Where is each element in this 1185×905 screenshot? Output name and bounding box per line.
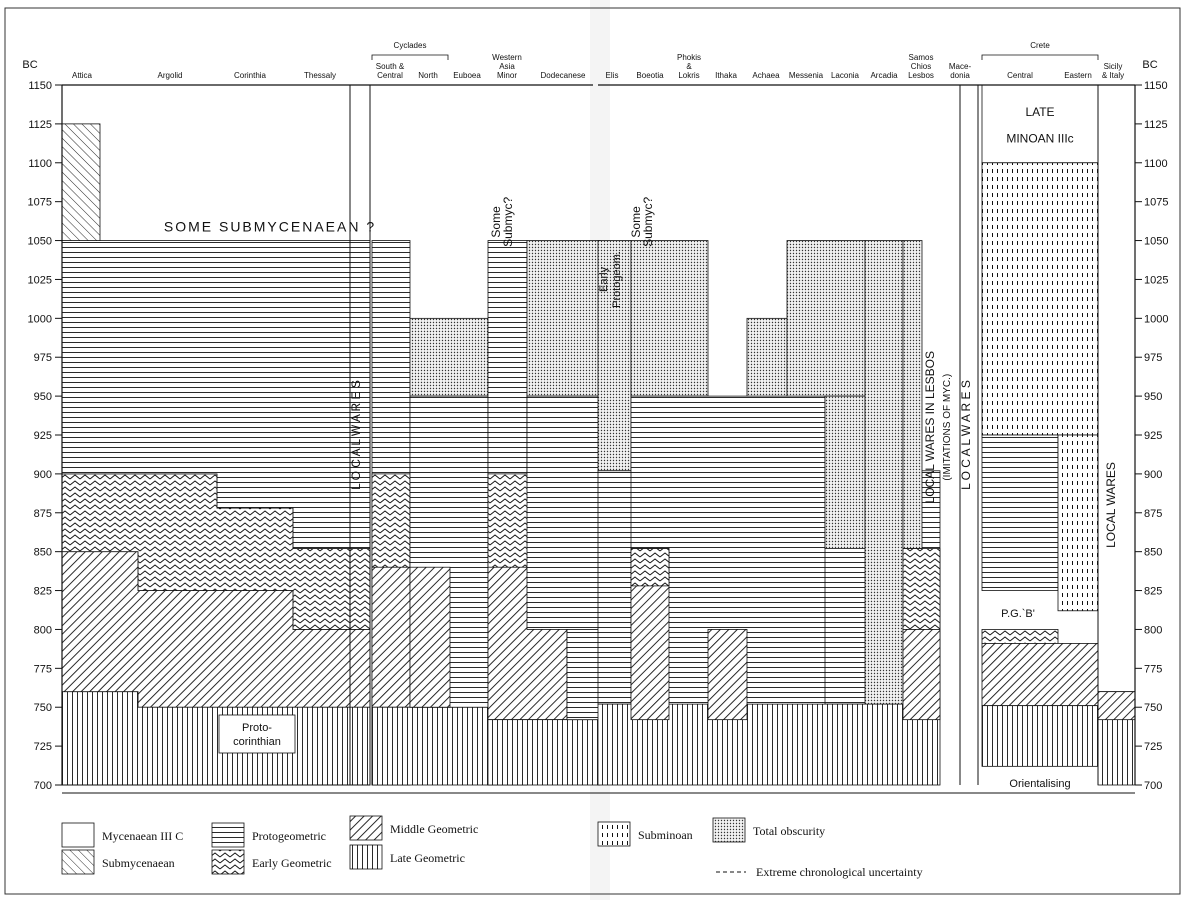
crete-middle-geometric — [982, 643, 1098, 705]
column-header-phokis-lokris-0: Phokis — [676, 53, 702, 62]
left-tick-label-800: 800 — [33, 624, 52, 637]
right-tick-label-775: 775 — [1144, 663, 1163, 676]
column-header-sicily-italy-1: & Italy — [1101, 71, 1125, 80]
left-tick-label-750: 750 — [33, 702, 52, 715]
left-tick-label-1000: 1000 — [27, 313, 52, 326]
column-header-western-asia-minor-1: Asia — [499, 62, 515, 71]
column-header-cyc-south-central-0: South & — [375, 62, 405, 71]
some-submycenaean-label: SOME SUBMYCENAEAN ? — [163, 218, 377, 235]
column-header-cyc-north: North — [418, 71, 438, 80]
legend-early-geometric-label: Early Geometric — [252, 856, 332, 870]
wam-late-geometric — [488, 720, 600, 785]
north-middle-geometric — [410, 567, 450, 707]
column-header-achaea: Achaea — [752, 71, 780, 80]
some-submyc-1-b: Submyc? — [641, 196, 655, 247]
column-header-ithaka: Ithaka — [715, 71, 737, 80]
early-protogeom-a: Early — [598, 266, 610, 292]
right-tick-label-850: 850 — [1144, 546, 1163, 559]
column-header-crete-eastern: Eastern — [1064, 71, 1092, 80]
crete-central-protogeometric — [982, 435, 1058, 591]
sicily-local-wares: LOCAL WARES — [1104, 462, 1118, 548]
column-header-argolid: Argolid — [157, 71, 183, 80]
left-tick-label-1125: 1125 — [28, 118, 52, 131]
left-tick-label-1150: 1150 — [28, 80, 52, 92]
column-header-corinthia: Corinthia — [233, 71, 267, 80]
achaea-obscurity — [747, 318, 787, 396]
right-tick-label-1025: 1025 — [1144, 274, 1169, 287]
left-tick-label-950: 950 — [33, 391, 52, 404]
left-tick-label-850: 850 — [33, 546, 52, 559]
legend-middle-geometric-swatch — [350, 816, 382, 840]
dodecanese-protogeometric — [527, 396, 600, 629]
messenia-obscurity — [787, 241, 865, 397]
left-tick-label-1100: 1100 — [28, 157, 52, 170]
group-header-cyclades: Cyclades — [393, 41, 427, 50]
samos-obscurity — [903, 241, 922, 549]
right-tick-label-1150: 1150 — [1144, 80, 1168, 92]
column-header-cyc-south-central-1: Central — [377, 71, 403, 80]
column-header-elis: Elis — [605, 71, 619, 80]
crete-late-minoan-box — [982, 85, 1098, 163]
column-header-arcadia: Arcadia — [870, 71, 898, 80]
column-header-thessaly: Thessaly — [303, 71, 337, 80]
right-tick-label-900: 900 — [1144, 468, 1163, 481]
late-minoan-b: MINOAN IIIc — [1006, 131, 1074, 146]
left-tick-label-900: 900 — [33, 468, 52, 481]
left-tick-label-1075: 1075 — [27, 196, 52, 209]
some-submyc-0-a: Some — [489, 206, 503, 238]
legend-early-geometric-swatch — [212, 850, 244, 874]
left-tick-label-775: 775 — [33, 663, 52, 676]
right-tick-label-1125: 1125 — [1144, 118, 1168, 131]
crete-subminoan — [982, 163, 1098, 435]
samos-early-geometric — [903, 549, 940, 630]
lesbos-label: LOCAL WARES IN LESBOS — [923, 350, 937, 504]
right-tick-label-1050: 1050 — [1144, 235, 1169, 248]
right-tick-label-800: 800 — [1144, 624, 1163, 637]
legend-mycenaean-label: Mycenaean III C — [102, 829, 184, 843]
cyclades-bracket — [372, 55, 448, 60]
legend-total-obscurity-label: Total obscurity — [753, 824, 826, 838]
north-euboea-obscurity — [410, 318, 488, 396]
laconia-obscurity — [825, 396, 865, 548]
crete-early-geometric — [982, 629, 1058, 643]
right-tick-label-1000: 1000 — [1144, 313, 1169, 326]
legend-total-obscurity-swatch — [713, 818, 745, 842]
arcadia-obscurity — [865, 241, 903, 705]
late-minoan-a: LATE — [1025, 105, 1055, 120]
group-header-crete: Crete — [1030, 41, 1050, 50]
column-header-samos-chios-lesbos-2: Lesbos — [908, 71, 934, 80]
legend-late-geometric-swatch — [350, 845, 382, 869]
left-tick-label-875: 875 — [33, 507, 52, 520]
attica-submycenaean — [62, 124, 100, 241]
column-header-crete-central: Central — [1007, 71, 1033, 80]
right-tick-label-700: 700 — [1144, 780, 1163, 792]
legend-protogeometric-swatch — [212, 823, 244, 847]
left-tick-label-1025: 1025 — [27, 274, 52, 287]
column-header-sicily-italy-0: Sicily — [1103, 62, 1123, 71]
left-tick-label-725: 725 — [33, 741, 52, 754]
ithaka-middle-geometric — [708, 629, 747, 719]
right-tick-label-925: 925 — [1144, 430, 1163, 442]
some-submyc-1-a: Some — [629, 206, 643, 238]
macedonia-local-wares: L O C A L W A R E S — [959, 380, 973, 490]
right-tick-label-975: 975 — [1144, 352, 1163, 365]
column-header-phokis-lokris-2: Lokris — [678, 71, 700, 80]
early-protogeom-b: Protogeom. — [611, 251, 623, 308]
right-tick-label-725: 725 — [1144, 741, 1163, 754]
legend-mycenaean-swatch — [62, 823, 94, 847]
boeotia-phokis-obscurity — [631, 241, 708, 397]
right-tick-label-825: 825 — [1144, 585, 1163, 598]
orientalising-label: Orientalising — [1009, 778, 1071, 791]
legend-subminoan-label: Subminoan — [638, 828, 693, 842]
right-tick-label-1075: 1075 — [1144, 196, 1169, 209]
axis-unit-right: BC — [1142, 59, 1158, 71]
crete-late-geometric — [982, 706, 1098, 767]
pg-b-label: P.G.`B' — [1001, 608, 1035, 620]
legend-submycenaean-swatch — [62, 850, 94, 874]
dodecanese-pg2 — [567, 629, 600, 719]
proto-b: corinthian — [233, 736, 281, 748]
cyclades-late-geometric — [372, 707, 490, 785]
column-header-dodecanese: Dodecanese — [540, 71, 586, 80]
proto-a: Proto- — [242, 722, 272, 734]
right-tick-label-875: 875 — [1144, 507, 1163, 520]
left-tick-label-925: 925 — [33, 430, 52, 442]
crete-eastern-subminoan — [1058, 435, 1098, 611]
left-tick-label-1050: 1050 — [27, 235, 52, 248]
imitations-label: (IMITATIONS OF MYC.) — [942, 373, 953, 481]
column-header-attica: Attica — [71, 71, 93, 80]
left-tick-label-825: 825 — [33, 585, 52, 598]
column-header-euboea: Euboea — [453, 71, 481, 80]
right-tick-label-950: 950 — [1144, 391, 1163, 404]
some-submyc-0-b: Submyc? — [501, 196, 515, 247]
left-tick-label-700: 700 — [33, 780, 52, 792]
column-header-macedonia-1: donia — [950, 71, 970, 80]
column-header-western-asia-minor-2: Minor — [496, 71, 518, 80]
axis-unit-left: BC — [22, 59, 38, 71]
right-tick-label-750: 750 — [1144, 702, 1163, 715]
left-tick-label-975: 975 — [33, 352, 52, 365]
right-tick-label-1100: 1100 — [1144, 157, 1168, 170]
legend-subminoan-swatch — [598, 822, 630, 846]
column-header-samos-chios-lesbos-0: Samos — [908, 53, 934, 62]
legend — [62, 816, 923, 879]
legend-middle-geometric-label: Middle Geometric — [390, 822, 479, 836]
column-header-macedonia-0: Mace- — [948, 62, 972, 71]
samos-middle-geometric — [903, 629, 940, 719]
column-header-messenia: Messenia — [788, 71, 824, 80]
sicily-middle-geometric — [1098, 692, 1135, 720]
legend-uncertainty-label: Extreme chronological uncertainty — [756, 865, 923, 879]
legend-submycenaean-label: Submycenaean — [102, 856, 175, 870]
crete-bracket — [982, 55, 1098, 60]
column-header-laconia: Laconia — [830, 71, 860, 80]
legend-late-geometric-label: Late Geometric — [390, 851, 465, 865]
column-header-western-asia-minor-0: Western — [492, 53, 522, 62]
local-wares-left-label: L O C A L W A R E S — [349, 380, 363, 490]
boeotia-early-geometric — [631, 549, 669, 586]
column-header-phokis-lokris-1: & — [686, 62, 692, 71]
dodecanese-obscurity — [527, 241, 600, 397]
column-header-boeotia: Boeotia — [636, 71, 664, 80]
legend-protogeometric-label: Protogeometric — [252, 829, 326, 843]
column-header-samos-chios-lesbos-1: Chios — [910, 62, 932, 71]
